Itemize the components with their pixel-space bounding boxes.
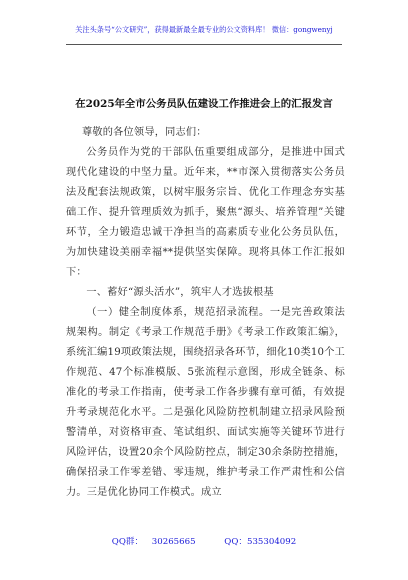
document-body	[66, 123, 345, 503]
header-promo-note: 关注头条号“公文研究”，获得最新最全最专业的公文资料库！ 微信：gongwenyj	[75, 25, 333, 34]
paragraph-section-1-1: （一）健全制度体系，规范招录流程。一是完善政策法规架构。制定《考录工作规范手册》《考录工作政策汇编》，系统汇编19项政策法规，围绕招录各环节，细化10类10个工作规范、47个标准模版、5张流程示意图，形成全链条、标准化的考录工作指南，使考录工作各步骤有章可循，有效提升考录规范化水平。二是强化风险防控机制建立招录风险预警清单，对资格审查、笔试组织、面试实施等关键环节进行风险评估，设置20余个风险防控点，制定30余条防控措施，确保招录工作零差错、零违规，维护考录工作严肃性和公信力。三是优化协同工作模式。成立	[66, 307, 345, 498]
salutation: 尊敬的各位领导，同志们：	[82, 127, 207, 138]
footer-contact	[0, 535, 408, 547]
document-title: 在2025年全市公务员队伍建设工作推进会上的汇报发言	[75, 98, 333, 110]
paragraph-intro: 公务员作为党的干部队伍重要组成部分，是推进中国式现代化建设的中坚力量。近年来，**市深入贯彻落实公务员法及配套法规政策，以树牢服务宗旨、优化工作理念夯实基础工作、提升管理质效为抓手，聚焦“源头、培养管理”关键环节，全力锻造忠诚干净担当的高素质专业化公务员队伍，为加快建设美丽幸福**提供坚实保障。现将具体工作汇报如下：	[66, 147, 345, 278]
section-heading-1: 一、蓄好“源头活水”，筑牢人才选拔根基	[86, 287, 274, 298]
footer-qq: QQ：535304092	[224, 537, 297, 547]
header-divider	[66, 44, 342, 45]
footer-qq-group: QQ群： 30265665	[111, 537, 196, 547]
